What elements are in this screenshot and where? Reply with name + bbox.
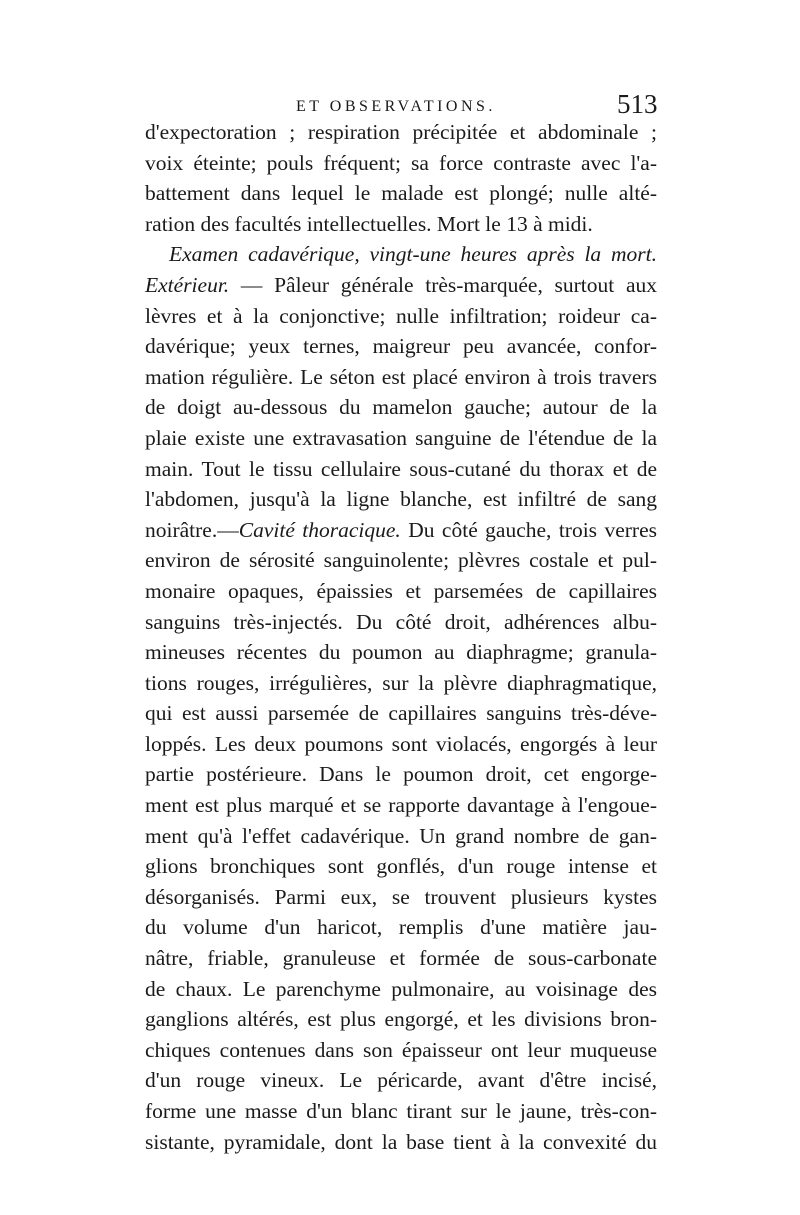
text-line: voix éteinte; pouls fréquent; sa force contraste avec l'a- — [145, 150, 657, 175]
subsection-label: Extérieur. — [145, 272, 230, 297]
text-line: ment qu'à l'effet cadavérique. Un grand nombre de gan- — [145, 823, 657, 848]
text-line: ment est plus marqué et se rapporte davantage à l'engoue- — [145, 793, 657, 818]
text-line: nâtre, friable, granuleuse et formée de sous-carbonate — [145, 946, 657, 971]
text-line: mineuses récentes du poumon au diaphragme; granula- — [145, 640, 657, 665]
text-line: ganglions altérés, est plus engorgé, et les divisions bron- — [145, 1007, 657, 1032]
text-line: lèvres et à la conjonctive; nulle infiltration; roideur ca- — [145, 303, 657, 328]
text-line: sistante, pyramidale, dont la base tient à la convexité du — [145, 1129, 657, 1154]
text-line: chiques contenues dans son épaisseur ont leur muqueuse — [145, 1037, 657, 1062]
text-line: forme une masse d'un blanc tirant sur le jaune, très-con- — [145, 1099, 657, 1123]
text-line: noirâtre.—Cavité thoracique. Du côté gauche, trois verres — [145, 517, 657, 542]
text-line: de doigt au-dessous du mamelon gauche; autour de la — [145, 395, 657, 420]
text-line: environ de sérosité sanguinolente; plèvres costale et pul- — [145, 548, 657, 573]
text-line: plaie existe une extravasation sanguine de l'étendue de la — [145, 425, 657, 450]
text-line: battement dans lequel le malade est plongé; nulle alté- — [145, 181, 657, 206]
text-line: de chaux. Le parenchyme pulmonaire, au voisinage des — [145, 976, 657, 1001]
text-line: glions bronchiques sont gonflés, d'un rouge intense et — [145, 854, 657, 879]
text-line: mation régulière. Le séton est placé environ à trois travers — [145, 364, 657, 389]
running-head: ET OBSERVATIONS. — [296, 98, 496, 115]
text-line: l'abdomen, jusqu'à la ligne blanche, est infiltré de sang — [145, 487, 657, 512]
text-line: tions rouges, irrégulières, sur la plèvre diaphragmatique, — [145, 670, 657, 695]
section-heading: Examen cadavérique, vingt-une heures après la mort. — [169, 242, 657, 267]
page-number: 513 — [617, 89, 658, 119]
body-text — [145, 117, 657, 1157]
text-line: sanguins très-injectés. Du côté droit, adhérences albu- — [145, 609, 657, 634]
subsection-label: Cavité thoracique. — [238, 517, 401, 542]
text-line: monaire opaques, épaissies et parsemées de capillaires — [145, 578, 657, 603]
text-line: loppés. Les deux poumons sont violacés, engorgés à leur — [145, 731, 657, 756]
text-line: du volume d'un haricot, remplis d'une matière jau- — [145, 915, 657, 940]
text-line: d'un rouge vineux. Le péricarde, avant d'être incisé, — [145, 1068, 657, 1093]
text-line: ration des facultés intellectuelles. Mort le 13 à midi. — [145, 211, 593, 236]
text-line: d'expectoration ; respiration précipitée et abdominale ; — [145, 120, 657, 144]
text-line: partie postérieure. Dans le poumon droit, cet engorge- — [145, 762, 657, 787]
text-line: désorganisés. Parmi eux, se trouvent plusieurs kystes — [145, 884, 657, 909]
text-line: davérique; yeux ternes, maigreur peu avancée, confor- — [145, 334, 657, 359]
text-line: qui est aussi parsemée de capillaires sanguins très-déve- — [145, 701, 657, 726]
text-line: Extérieur. — Pâleur générale très-marquée, surtout aux — [145, 272, 657, 297]
text-line: main. Tout le tissu cellulaire sous-cutané du thorax et de — [145, 456, 657, 481]
